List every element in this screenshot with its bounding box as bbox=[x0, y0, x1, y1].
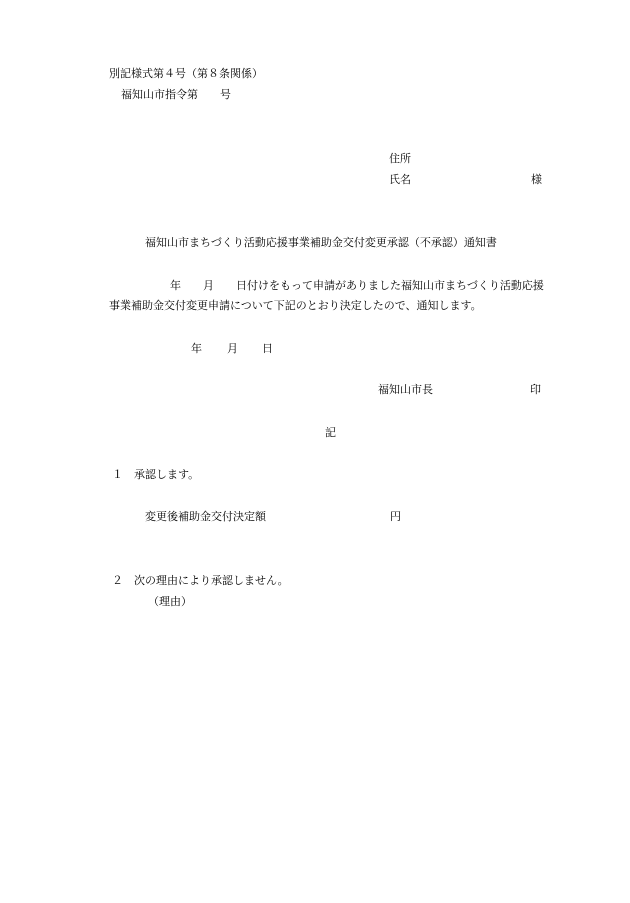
document-title: 福知山市まちづくり活動応援事業補助金交付変更承認（不承認）通知書 bbox=[145, 236, 497, 249]
body-month: 月 bbox=[203, 279, 214, 292]
document-number: 福知山市指令第 号 bbox=[121, 88, 231, 101]
item1-text: 承認します。 bbox=[134, 468, 200, 481]
seal-mark: 印 bbox=[530, 383, 541, 396]
address-label: 住所 bbox=[389, 152, 411, 165]
amount-unit: 円 bbox=[390, 510, 401, 523]
ki-heading: 記 bbox=[325, 426, 336, 439]
reason-label: （理由） bbox=[148, 595, 192, 608]
body-year: 年 bbox=[170, 279, 181, 292]
honorific: 様 bbox=[531, 173, 542, 186]
amount-label: 変更後補助金交付決定額 bbox=[145, 510, 266, 523]
item1-number: １ bbox=[112, 468, 123, 481]
item2-text: 次の理由により承認しません。 bbox=[134, 574, 289, 587]
date-month: 月 bbox=[227, 342, 238, 355]
form-number: 別記様式第４号（第８条関係） bbox=[109, 67, 263, 80]
body-line2: 事業補助金交付変更申請について下記のとおり決定したので、通知します。 bbox=[109, 299, 482, 312]
body-line1: 日付けをもって申請がありました福知山市まちづくり活動応援 bbox=[236, 279, 544, 292]
issuer-name: 福知山市長 bbox=[378, 383, 433, 396]
name-label: 氏名 bbox=[389, 173, 411, 186]
date-day: 日 bbox=[262, 342, 273, 355]
date-year: 年 bbox=[191, 342, 202, 355]
item2-number: ２ bbox=[112, 574, 123, 587]
